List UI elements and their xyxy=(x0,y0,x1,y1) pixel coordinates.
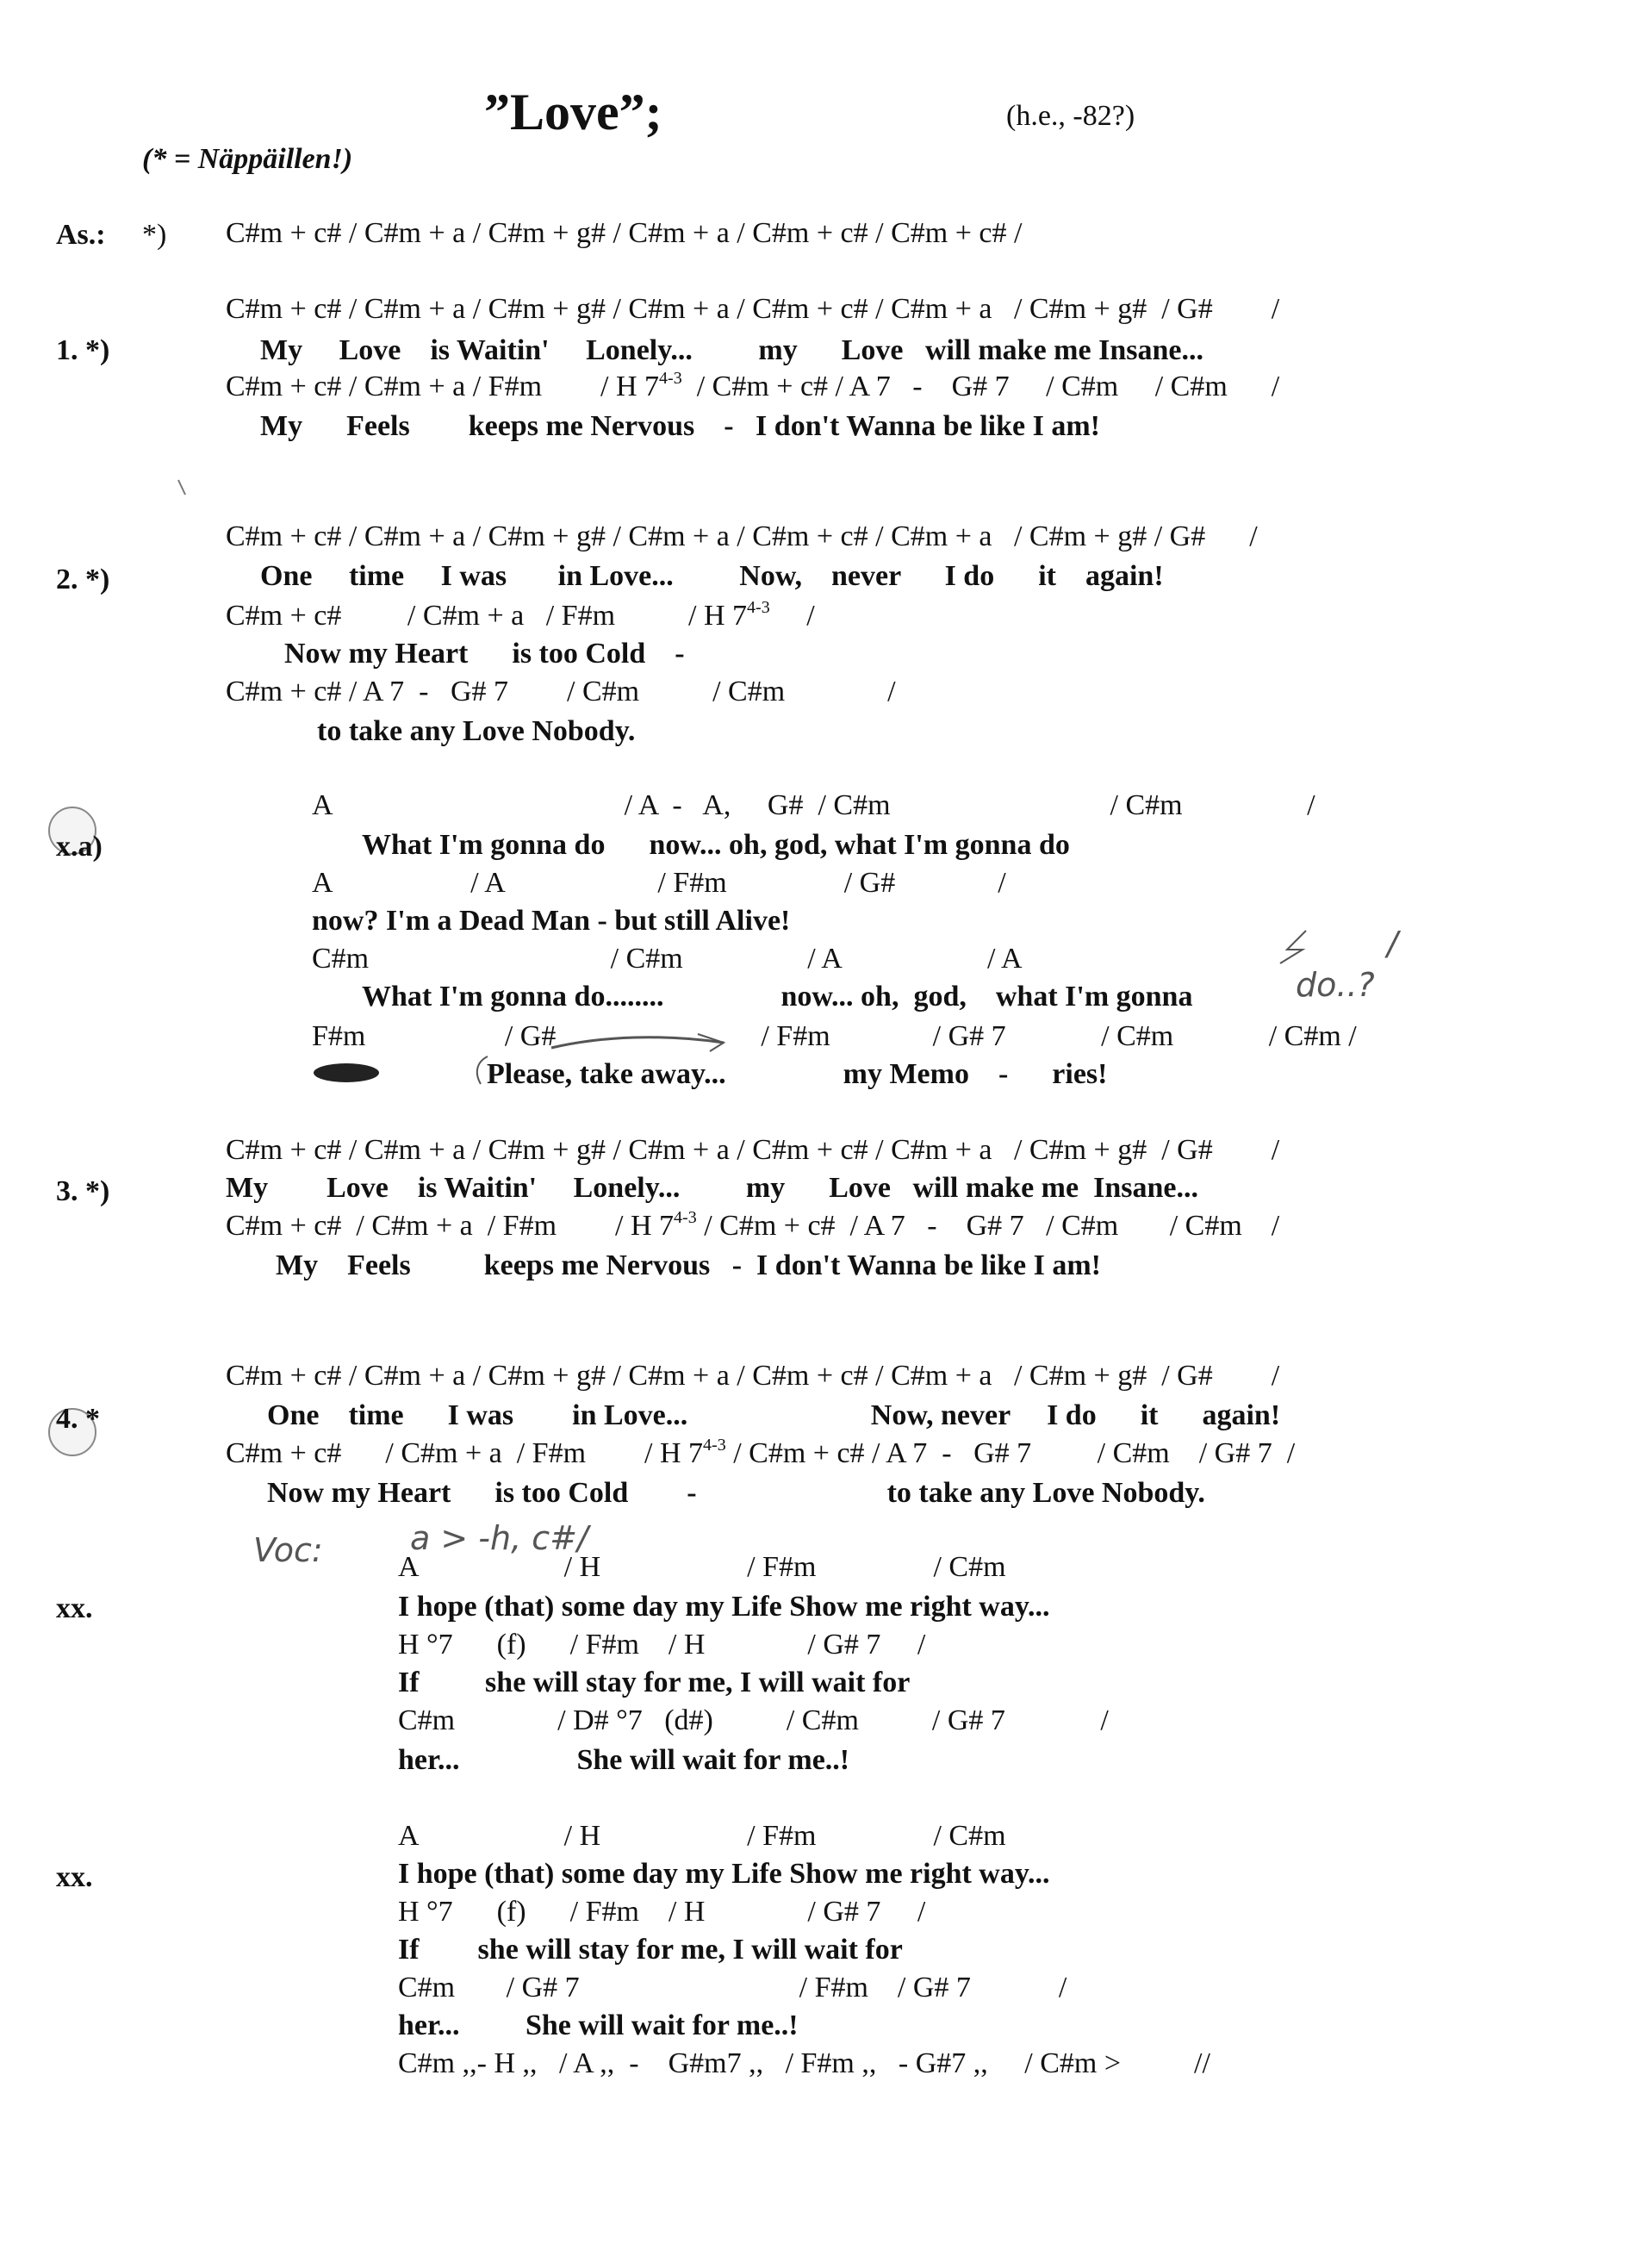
outro2-chords-2: H °7 (f) / F#m / H / G# 7 / xyxy=(398,1896,926,1928)
song-meta: (h.e., -82?) xyxy=(1006,100,1135,132)
verse3-label: 3. *) xyxy=(56,1175,110,1207)
verse1-lyric-1: My Love is Waitin' Lonely... my Love will make me Insane... xyxy=(260,334,1203,366)
bridge-chords-4: F#m / G# / F#m / G# 7 / C#m / C#m / xyxy=(312,1020,1357,1052)
verse4-lyric-1: One time I was in Love... Now, never I do it again! xyxy=(267,1399,1281,1431)
verse2-chords-3: C#m + c# / A 7 - G# 7 / C#m / C#m / xyxy=(226,676,896,707)
verse1-chords-1: C#m + c# / C#m + a / C#m + g# / C#m + a / C#m + c# / C#m + a / C#m + g# / G# / xyxy=(226,293,1280,325)
song-title: ”Love”; xyxy=(484,84,662,140)
outro1-chords-1: A / H / F#m / C#m xyxy=(398,1551,1006,1583)
intro-label: As.: xyxy=(56,219,106,251)
outro2-lyric-2: If she will stay for me, I will wait for xyxy=(398,1934,903,1966)
outro2-chords-3: C#m / G# 7 / F#m / G# 7 / xyxy=(398,1972,1067,2003)
bridge-chords-1: A / A - A, G# / C#m / C#m / xyxy=(312,789,1315,821)
verse2-chords-1: C#m + c# / C#m + a / C#m + g# / C#m + a / C#m + c# / C#m + a / C#m + g# / G# / xyxy=(226,520,1258,552)
bridge-chords-3: C#m / C#m / A / A xyxy=(312,943,1023,975)
intro-marker: *) xyxy=(142,219,167,251)
outro1-lyric-3: her... She will wait for me..! xyxy=(398,1744,850,1776)
outro1-lyric-1: I hope (that) some day my Life Show me right way... xyxy=(398,1591,1050,1623)
outro1-lyric-2: If she will stay for me, I will wait for xyxy=(398,1667,911,1698)
song-subtitle: (* = Näppäillen!) xyxy=(142,143,353,175)
handwritten-note-do: do..? xyxy=(1296,966,1375,1004)
verse2-chords-2: C#m + c# / C#m + a / F#m / H 7$^{4-3}$ / xyxy=(226,598,815,632)
bridge-lyric-1: What I'm gonna do now... oh, god, what I'm gonna do xyxy=(362,829,1070,861)
verse3-lyric-1: My Love is Waitin' Lonely... my Love will make me Insane... xyxy=(226,1172,1198,1204)
outro2-lyric-1: I hope (that) some day my Life Show me right way... xyxy=(398,1858,1050,1890)
stray-pen-mark xyxy=(177,479,188,501)
bridge-chords-2: A / A / F#m / G# / xyxy=(312,867,1006,899)
handwritten-arrow-mark xyxy=(1272,927,1318,969)
bridge-lyric-4: Please, take away... my Memo - ries! xyxy=(487,1058,1108,1090)
verse4-chords-2: C#m + c# / C#m + a / F#m / H 7$^{4-3}$ / C#m + c# / A 7 - G# 7 / C#m / G# 7 / xyxy=(226,1436,1296,1469)
verse3-lyric-2: My Feels keeps me Nervous - I don't Wanna be like I am! xyxy=(276,1249,1101,1281)
verse4-lyric-2: Now my Heart is too Cold - to take any Love Nobody. xyxy=(267,1477,1205,1509)
verse3-chords-1: C#m + c# / C#m + a / C#m + g# / C#m + a / C#m + c# / C#m + a / C#m + g# / G# / xyxy=(226,1134,1280,1166)
handwritten-voc-note: a > -h, c#/ xyxy=(410,1519,588,1557)
outro1-chords-3: C#m / D# °7 (d#) / C#m / G# 7 / xyxy=(398,1704,1109,1736)
verse1-lyric-2: My Feels keeps me Nervous - I don't Wanna be like I am! xyxy=(260,410,1100,442)
outro2-chords-1: A / H / F#m / C#m xyxy=(398,1820,1006,1852)
verse3-chords-2: C#m + c# / C#m + a / F#m / H 7$^{4-3}$ / C#m + c# / A 7 - G# 7 / C#m / C#m / xyxy=(226,1208,1280,1242)
bridge-lyric-3: What I'm gonna do........ now... oh, god, what I'm gonna xyxy=(362,981,1193,1012)
verse4-label: 4. * xyxy=(56,1403,100,1435)
verse2-lyric-3: to take any Love Nobody. xyxy=(317,715,636,747)
verse2-lyric-1: One time I was in Love... Now, never I do it again! xyxy=(260,560,1164,592)
verse1-chords-2: C#m + c# / C#m + a / F#m / H 7$^{4-3}$ / C#m + c# / A 7 - G# 7 / C#m / C#m / xyxy=(226,369,1280,402)
scribbled-out-mark xyxy=(310,1060,382,1090)
outro2-chords-4: C#m ,,- H ,, / A ,, - G#m7 ,, / F#m ,, - G#7 ,, / C#m > // xyxy=(398,2047,1210,2079)
bridge-lyric-2: now? I'm a Dead Man - but still Alive! xyxy=(312,905,791,937)
verse2-lyric-2: Now my Heart is too Cold - xyxy=(284,638,685,670)
verse4-chords-1: C#m + c# / C#m + a / C#m + g# / C#m + a / C#m + c# / C#m + a / C#m + g# / G# / xyxy=(226,1360,1280,1392)
outro2-label: xx. xyxy=(56,1861,93,1893)
verse1-label: 1. *) xyxy=(56,334,110,366)
verse2-label: 2. *) xyxy=(56,564,110,595)
outro2-lyric-3: her... She will wait for me..! xyxy=(398,2009,799,2041)
outro1-chords-2: H °7 (f) / F#m / H / G# 7 / xyxy=(398,1629,926,1660)
intro-chords: C#m + c# / C#m + a / C#m + g# / C#m + a / C#m + c# / C#m + c# / xyxy=(226,217,1023,249)
outro1-label: xx. xyxy=(56,1592,93,1624)
bridge-label: x.a) xyxy=(56,831,103,863)
handwritten-voc-label: Voc: xyxy=(253,1531,323,1569)
handwritten-slash: / xyxy=(1387,925,1398,963)
